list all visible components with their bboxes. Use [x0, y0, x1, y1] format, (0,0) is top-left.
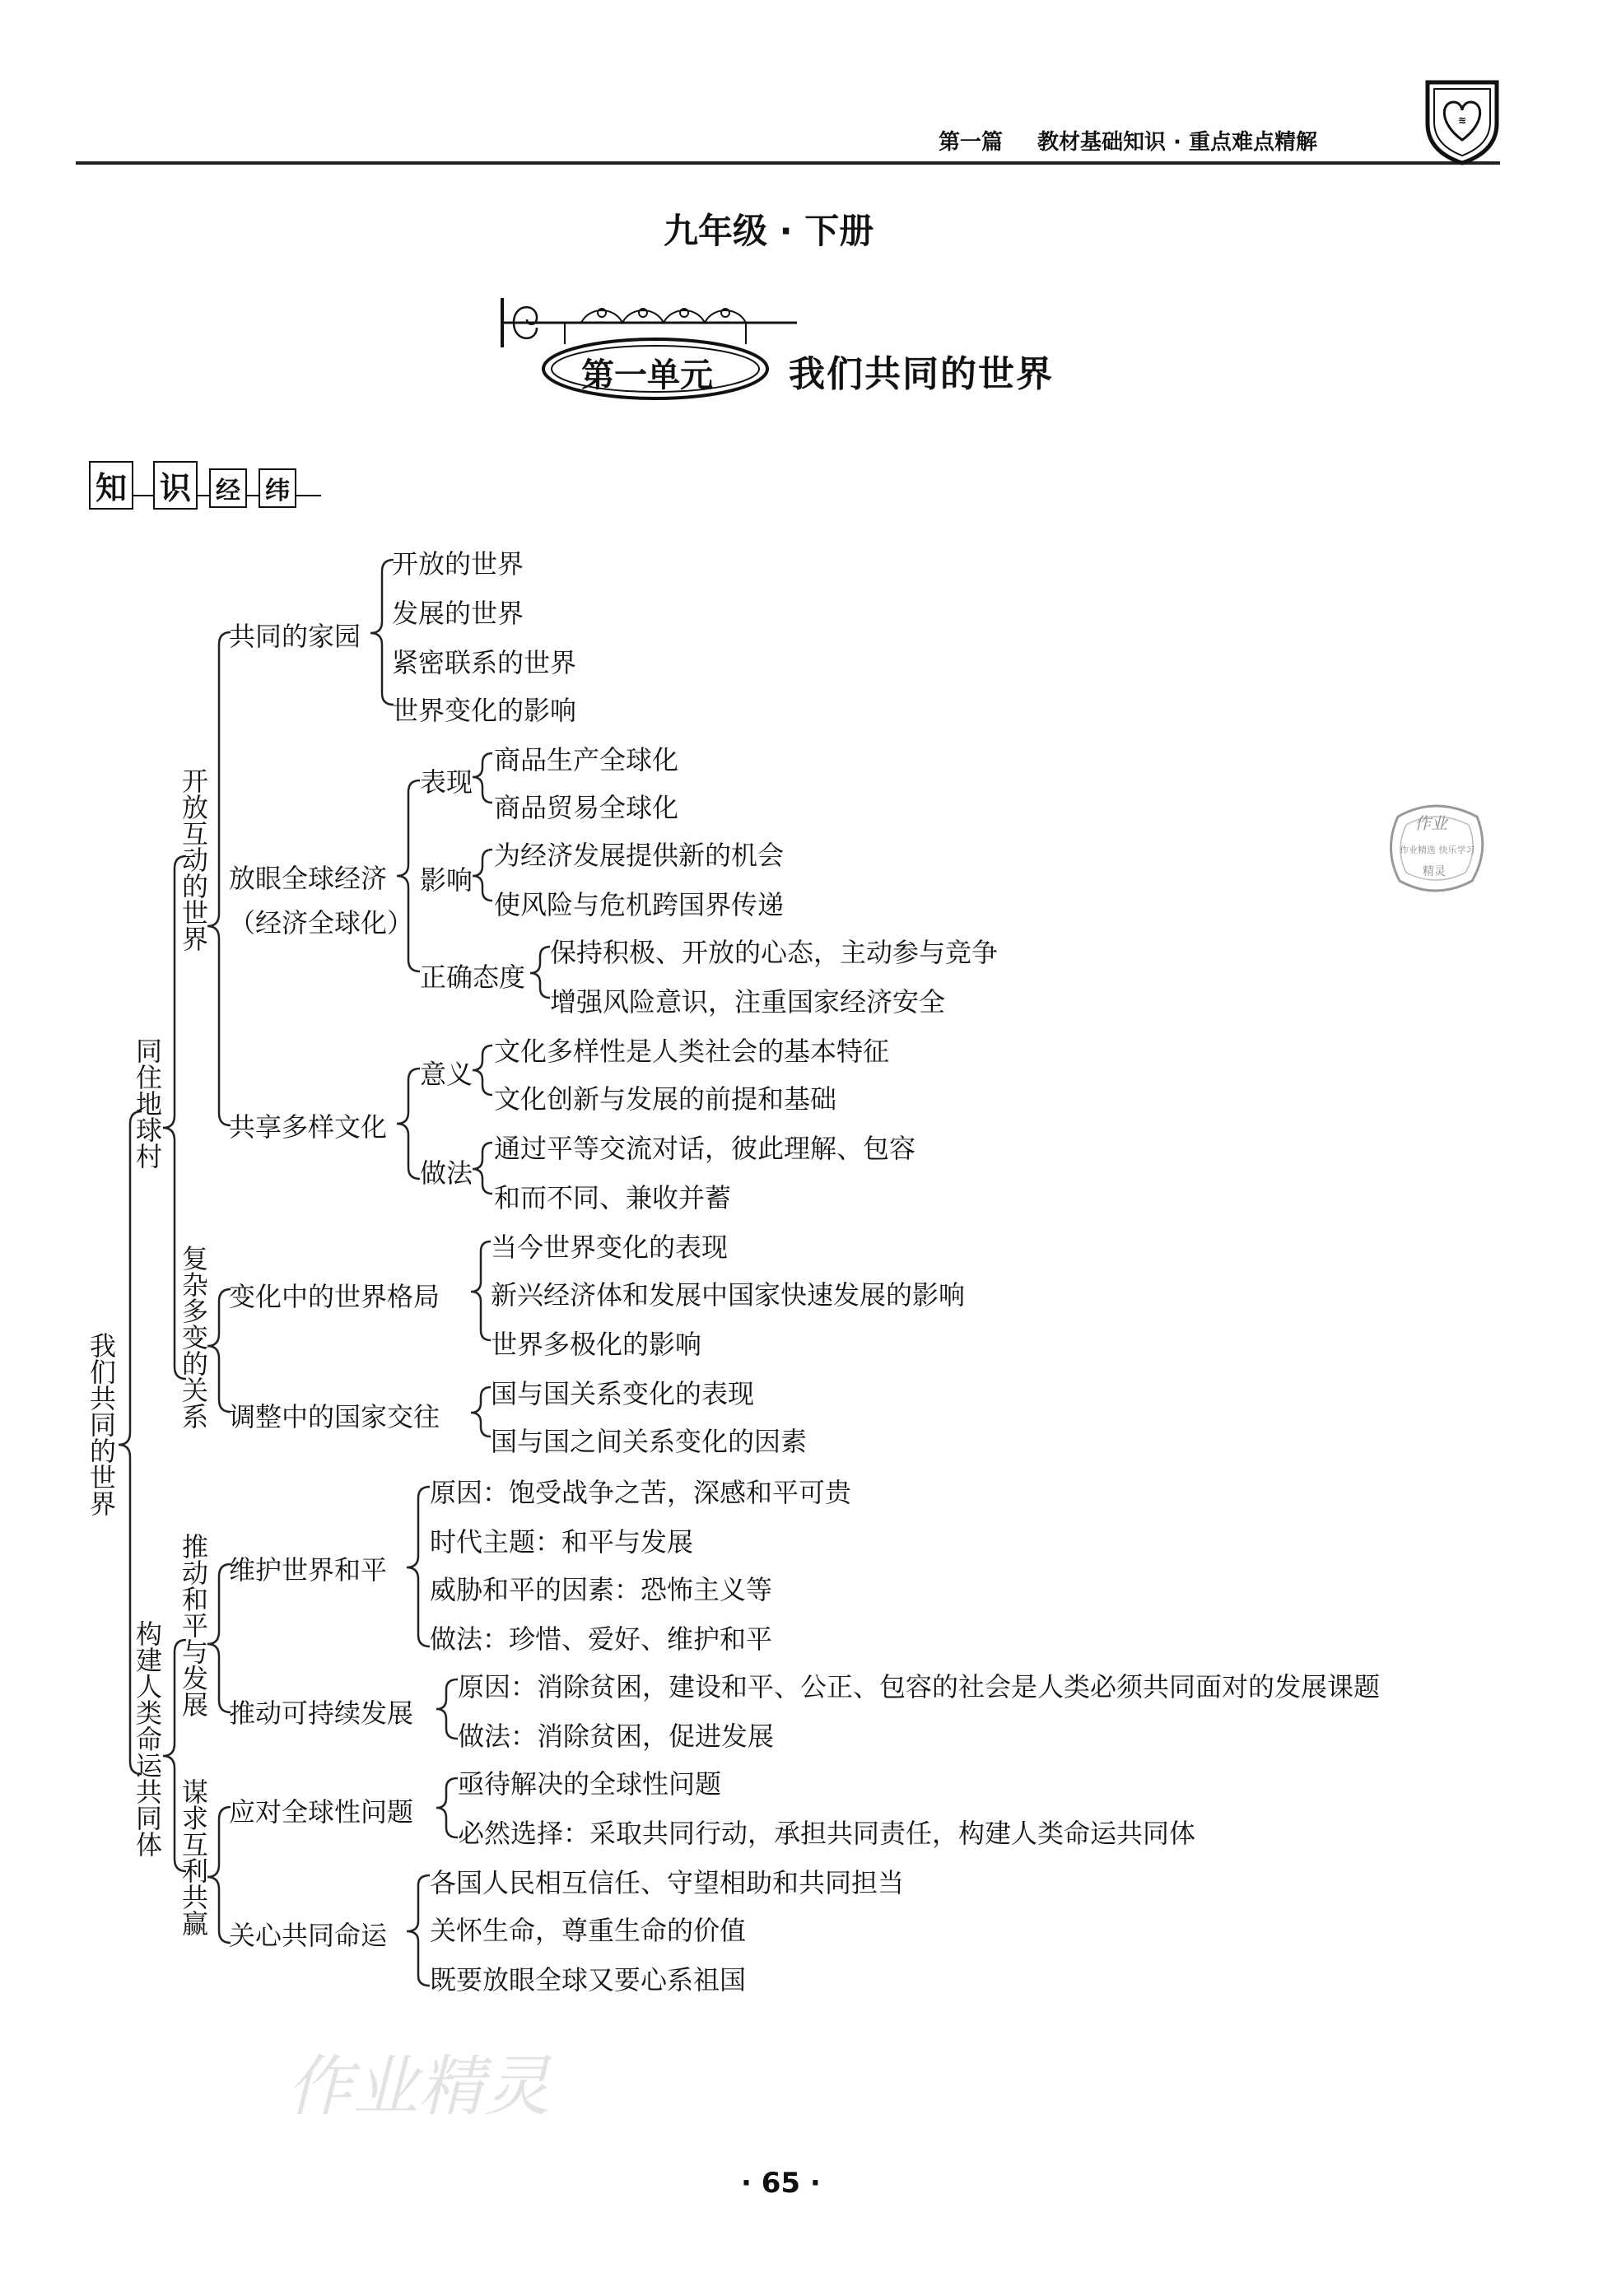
mindmap-l4-node: 表现	[420, 766, 473, 798]
section-label-char: 识	[153, 461, 198, 510]
mindmap-leaf: 发展的世界	[392, 598, 524, 629]
mindmap-leaf: 时代主题：和平与发展	[430, 1526, 694, 1558]
mindmap-leaf: 国与国关系变化的表现	[491, 1378, 755, 1409]
stamp-text: 作业精选 快乐学习	[1400, 845, 1475, 855]
grade-title: 九年级 · 下册	[664, 211, 874, 251]
unit-name: 我们共同的世界	[789, 353, 1054, 395]
mindmap-leaf: 威胁和平的因素：恐怖主义等	[430, 1574, 773, 1605]
mindmap-leaf: 各国人民相互信任、守望相助和共同担当	[430, 1867, 905, 1898]
mindmap-leaf: 亟待解决的全球性问题	[458, 1768, 722, 1800]
page-number: · 65 ·	[741, 2167, 821, 2200]
mindmap-root: 我们共同的世界	[86, 1332, 117, 1516]
header-subtitle: 教材基础知识 · 重点难点精解	[1037, 130, 1317, 155]
mindmap-leaf: 文化多样性是人类社会的基本特征	[494, 1036, 890, 1067]
mindmap-l3-node: 应对全球性问题	[229, 1796, 414, 1828]
mindmap-l2-node: 谋求互利共赢	[178, 1778, 209, 1936]
mindmap-leaf: 通过平等交流对话，彼此理解、包容	[494, 1133, 916, 1164]
watermark: 作业精灵	[287, 2048, 550, 2125]
section-label-char: 知	[89, 461, 133, 510]
mindmap-leaf: 新兴经济体和发展中国家快速发展的影响	[491, 1279, 966, 1311]
mindmap-leaf: 既要放眼全球又要心系祖国	[430, 1964, 747, 1996]
mindmap-leaf: 原因：消除贫困，建设和平、公正、包容的社会是人类必须共同面对的发展课题	[458, 1671, 1381, 1702]
mindmap-leaf: 世界变化的影响	[392, 695, 577, 726]
mindmap-leaf: 商品贸易全球化	[494, 792, 679, 823]
mindmap-leaf: 原因：饱受战争之苦，深感和平可贵	[430, 1477, 852, 1508]
stamp-sub: 精灵	[1423, 865, 1446, 878]
mindmap-leaf: 增强风险意识，注重国家经济安全	[550, 986, 946, 1018]
mindmap-l3-node: 变化中的世界格局	[229, 1281, 440, 1312]
mindmap-leaf: 必然选择：采取共同行动，承担共同责任，构建人类命运共同体	[458, 1818, 1196, 1849]
mindmap-l4-node: 影响	[420, 864, 473, 896]
unit-label: 第一单元	[581, 356, 713, 394]
mindmap-l3-node: 共享多样文化	[229, 1111, 388, 1143]
mindmap-leaf: 国与国之间关系变化的因素	[491, 1426, 808, 1457]
stamp-title: 作业	[1414, 813, 1447, 833]
mindmap-l1-node: 构建人类命运共同体	[132, 1620, 163, 1857]
mindmap-l2-node: 复杂多变的关系	[178, 1245, 209, 1429]
mindmap-l3-node: 推动可持续发展	[229, 1698, 414, 1729]
mindmap-l3-node: 共同的家园	[229, 621, 361, 652]
mindmap-l3-node: 调整中的国家交往	[229, 1401, 440, 1432]
mindmap-leaf: 紧密联系的世界	[392, 647, 577, 678]
mindmap-leaf: 世界多极化的影响	[491, 1329, 702, 1360]
mindmap-leaf: 做法：消除贫困，促进发展	[458, 1721, 775, 1752]
mindmap-leaf: 当今世界变化的表现	[491, 1232, 729, 1263]
mindmap-leaf: 商品生产全球化	[494, 744, 679, 775]
mindmap-leaf: 文化创新与发展的前提和基础	[494, 1083, 837, 1115]
mindmap-leaf: 为经济发展提供新的机会	[494, 840, 785, 871]
mindmap-l1-node: 同住地球村	[132, 1037, 163, 1169]
mindmap-leaf: 开放的世界	[392, 548, 524, 580]
mindmap-leaf: 和而不同、兼收并蓄	[494, 1182, 732, 1213]
mindmap-l4-node: 正确态度	[420, 962, 526, 993]
mindmap-l2-node: 开放互动的世界	[178, 767, 209, 952]
mindmap-l3-node: 关心共同命运	[229, 1920, 388, 1951]
mindmap-leaf: 关怀生命，尊重生命的价值	[430, 1915, 747, 1946]
mindmap-leaf: 保持积极、开放的心态，主动参与竞争	[550, 937, 999, 968]
mindmap-leaf: 做法：珍惜、爱好、维护和平	[430, 1623, 773, 1655]
mindmap-leaf: 使风险与危机跨国界传递	[494, 889, 785, 920]
header-section: 第一篇	[939, 130, 1004, 155]
mindmap-l2-node: 推动和平与发展	[178, 1533, 209, 1717]
mindmap-l4-node: 做法	[420, 1157, 473, 1189]
mindmap-l3-node: 维护世界和平	[229, 1554, 388, 1586]
mindmap-l3-node: 放眼全球经济 （经济全球化）	[229, 863, 414, 938]
mindmap-l4-node: 意义	[420, 1059, 473, 1090]
svg-text:≋: ≋	[1457, 114, 1467, 126]
section-label-char: 纬	[259, 468, 296, 508]
section-label-char: 经	[209, 468, 247, 508]
